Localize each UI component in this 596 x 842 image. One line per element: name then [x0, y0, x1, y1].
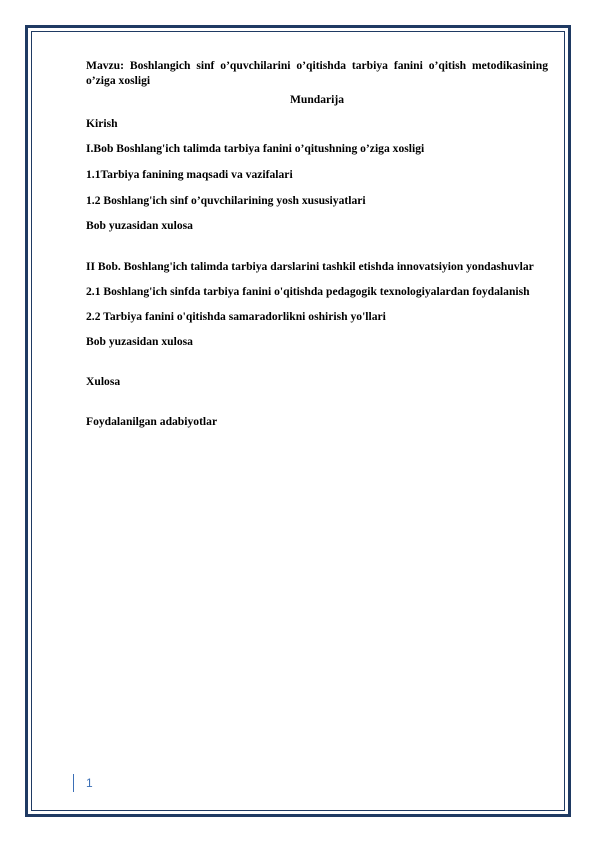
topic-title: Mavzu: Boshlangich sinf o’quvchilarini o’qitishda tarbiya fanini o’qitish metodikasining o’ziga xosligi [86, 59, 548, 87]
toc-item-chapter-1-summary: Bob yuzasidan xulosa [86, 219, 193, 232]
toc-item-conclusion: Xulosa [86, 375, 121, 388]
toc-item-1-2: 1.2 Boshlang'ich sinf o’quvchilarining yosh xususiyatlari [86, 194, 366, 207]
document-body [86, 58, 548, 429]
toc-item-references: Foydalanilgan adabiyotlar [86, 415, 218, 428]
toc-item-intro: Kirish [86, 117, 118, 130]
toc-heading: Mundarija [289, 93, 345, 106]
toc-item-chapter-2: II Bob. Boshlang'ich talimda tarbiya darslarini tashkil etishda innovatsiyion yondashuvlar [86, 260, 534, 273]
page-number: 1 [86, 776, 93, 790]
page-number-bar [73, 774, 74, 792]
toc-item-1-1: 1.1Tarbiya fanining maqsadi va vazifalari [86, 168, 293, 181]
toc-item-chapter-2-summary: Bob yuzasidan xulosa [86, 335, 193, 348]
toc-item-2-2: 2.2 Tarbiya fanini o'qitishda samaradorlikni oshirish yo'llari [86, 310, 386, 323]
toc-item-chapter-1: I.Bob Boshlang'ich talimda tarbiya fanini o’qitushning o’ziga xosligi [86, 142, 425, 155]
toc-item-2-1: 2.1 Boshlang'ich sinfda tarbiya fanini o'qitishda pedagogik texnologiyalardan foydalanish [86, 285, 530, 298]
